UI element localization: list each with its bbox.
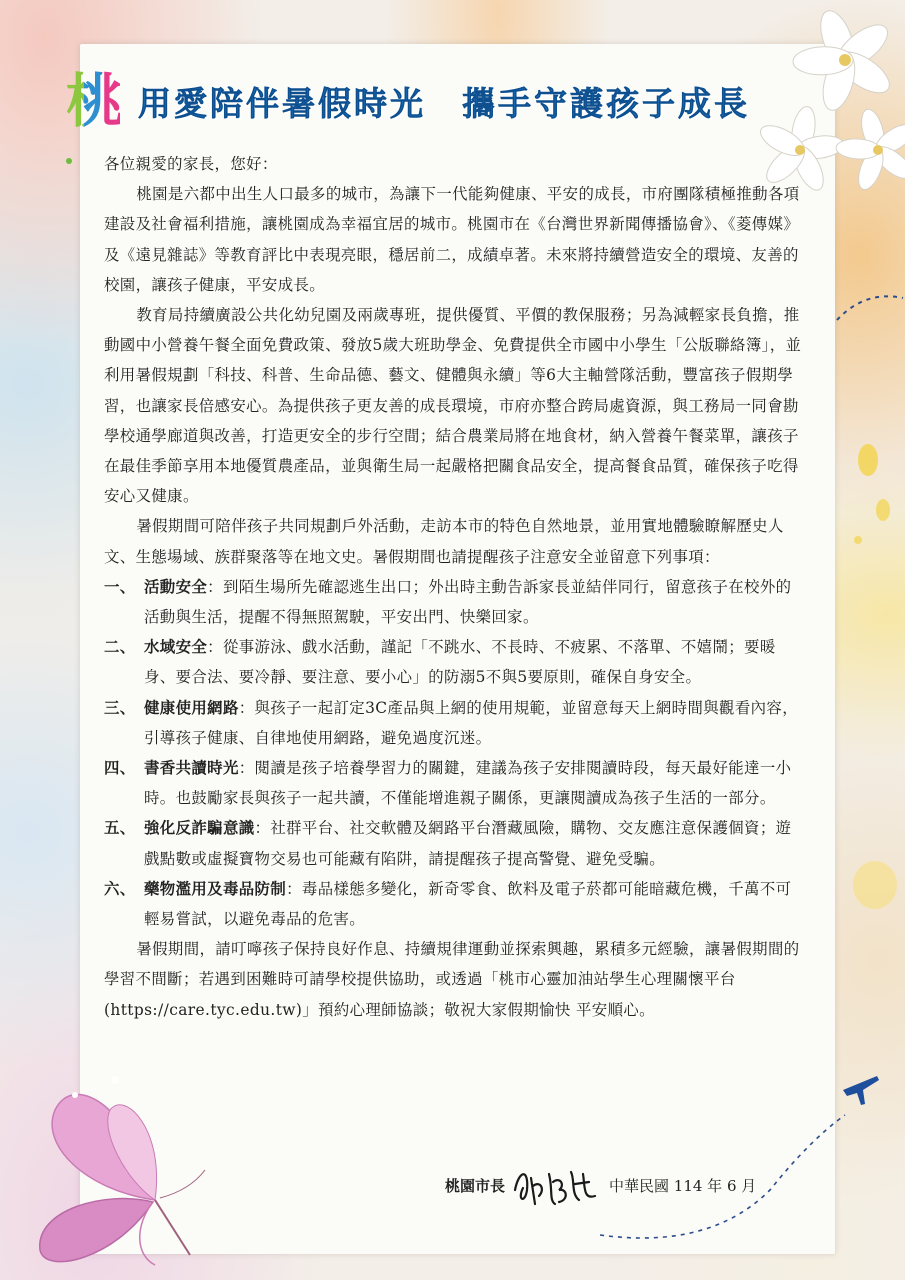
signature-block [445,1160,805,1210]
item-text [144,813,804,873]
item-heading: 書香共讀時光 [144,759,239,778]
greeting: 各位親愛的家長，您好： [104,155,278,173]
paragraph: 教育局持續廣設公共化幼兒園及兩歲專班，提供優質、平價的教保服務；另為減輕家長負擔，推動國中小營養午餐全面免費政策、發放5歲大班助學金、免費提供全市國中小學生「公版聯絡簿」，並利用暑假規劃「科技、科普、生命品德、藝文、健體與永續」等6大主軸營隊活動，豐富孩子假期學習，也讓家長倍感安心。為提供孩子更友善的成長環境，市府亦整合跨局處資源，與工務局一同會勘學校通學廊道與改善，打造更安全的步行空間；結合農業局將在地食材，納入營養午餐菜單，讓孩子在最佳季節享用本地優質農產品，並與衛生局一起嚴格把關食品安全，提高餐食品質，確保孩子吃得安心又健康。 [104,306,802,506]
logo-text: 桃 [65,67,120,135]
item-text [144,572,804,632]
list-item [104,693,804,753]
item-body: ：社群平台、社交軟體及網路平台潛藏風險，購物、交友應注意保護個資；遊戲點數或虛擬寶物交易也可能藏有陷阱，請提醒孩子提高警覺、避免受騙。 [144,819,792,868]
list-item [104,632,804,692]
item-heading: 強化反詐騙意識 [144,819,255,838]
item-heading: 藥物濫用及毒品防制 [144,879,287,898]
mayor-title: 桃園市長 [445,1176,506,1195]
dashed-path-decoration [835,280,905,330]
yellow-splash-decoration [838,420,905,580]
item-text [144,693,804,753]
item-number: 一、 [104,577,136,596]
list-item [104,813,804,873]
handwritten-signature [509,1160,601,1210]
header [58,66,858,136]
list-item [104,753,804,813]
item-heading: 水域安全 [144,638,208,657]
closing-paragraph: 暑假期間，請叮嚀孩子保持良好作息、持續規律運動並探索興趣，累積多元經驗，讓暑假期間的學習不間斷；若遇到困難時可請學校提供協助，或透過「桃市心靈加油站學生心理關懷平台(https://care.tyc.edu.tw)」預約心理師協談；敬祝大家假期愉快 平安順心。 [104,940,800,1019]
date: 中華民國 114 年 6 月 [609,1176,757,1195]
item-text [144,632,804,692]
paragraph: 桃園是六都中出生人口最多的城市，為讓下一代能夠健康、平安的成長，市府團隊積極推動各項建設及社會福利措施，讓桃園成為幸福宜居的城市。桃園市在《台灣世界新聞傳播協會》、《菱傳媒》及《遠見雜誌》等教育評比中表現亮眼，穩居前二，成績卓著。未來將持續營造安全的環境、友善的校園，讓孩子健康，平安成長。 [104,185,800,294]
item-number: 二、 [104,638,136,657]
yellow-blot-decoration [845,855,905,915]
taoyuan-logo [58,66,128,136]
item-heading: 活動安全 [144,577,208,596]
item-number: 六、 [104,879,136,898]
item-number: 三、 [104,698,136,717]
item-heading: 健康使用網路 [144,698,239,717]
paragraph: 暑假期間可陪伴孩子共同規劃戶外活動，走訪本市的特色自然地景，並用實地體驗瞭解歷史人文、生態場域、族群聚落等在地文史。暑假期間也請提醒孩子注意安全並留意下列事項： [104,517,784,566]
item-body: ：毒品樣態多變化，新奇零食、飲料及電子菸都可能暗藏危機，千萬不可輕易嘗試，以避免毒品的危害。 [144,879,792,929]
item-body: ：閱讀是孩子培養學習力的關鍵，建議為孩子安排閱讀時段，每天最好能達一小時。也鼓勵家長與孩子一起共讀，不僅能增進親子關係，更讓閱讀成為孩子生活的一部分。 [144,759,792,808]
green-dot-decoration [66,158,72,164]
item-number: 四、 [104,759,136,778]
butterfly-icon [15,1050,215,1280]
list-item [104,572,804,632]
list-item [104,874,804,934]
item-text [144,874,804,934]
item-body: ：到陌生場所先確認逃生出口；外出時主動告訴家長並結伴同行，留意孩子在校外的活動與生活，提醒不得無照駕駛，平安出門、快樂回家。 [144,577,792,627]
letter-body [104,149,804,1025]
item-number: 五、 [104,819,136,838]
item-body: ：從事游泳、戲水活動，謹記「不跳水、不長時、不疲累、不落單、不嬉鬧；要暖身、要合法、要冷靜、要注意、要小心」的防溺5不與5要原則，確保自身安全。 [144,638,776,687]
item-text [144,753,804,813]
page-title: 用愛陪伴暑假時光 攜手守護孩子成長 [138,83,750,123]
item-body: ：與孩子一起訂定3C產品與上網的使用規範，並留意每天上網時間與觀看內容，引導孩子健康、自律地使用網路，避免過度沉迷。 [144,698,798,747]
